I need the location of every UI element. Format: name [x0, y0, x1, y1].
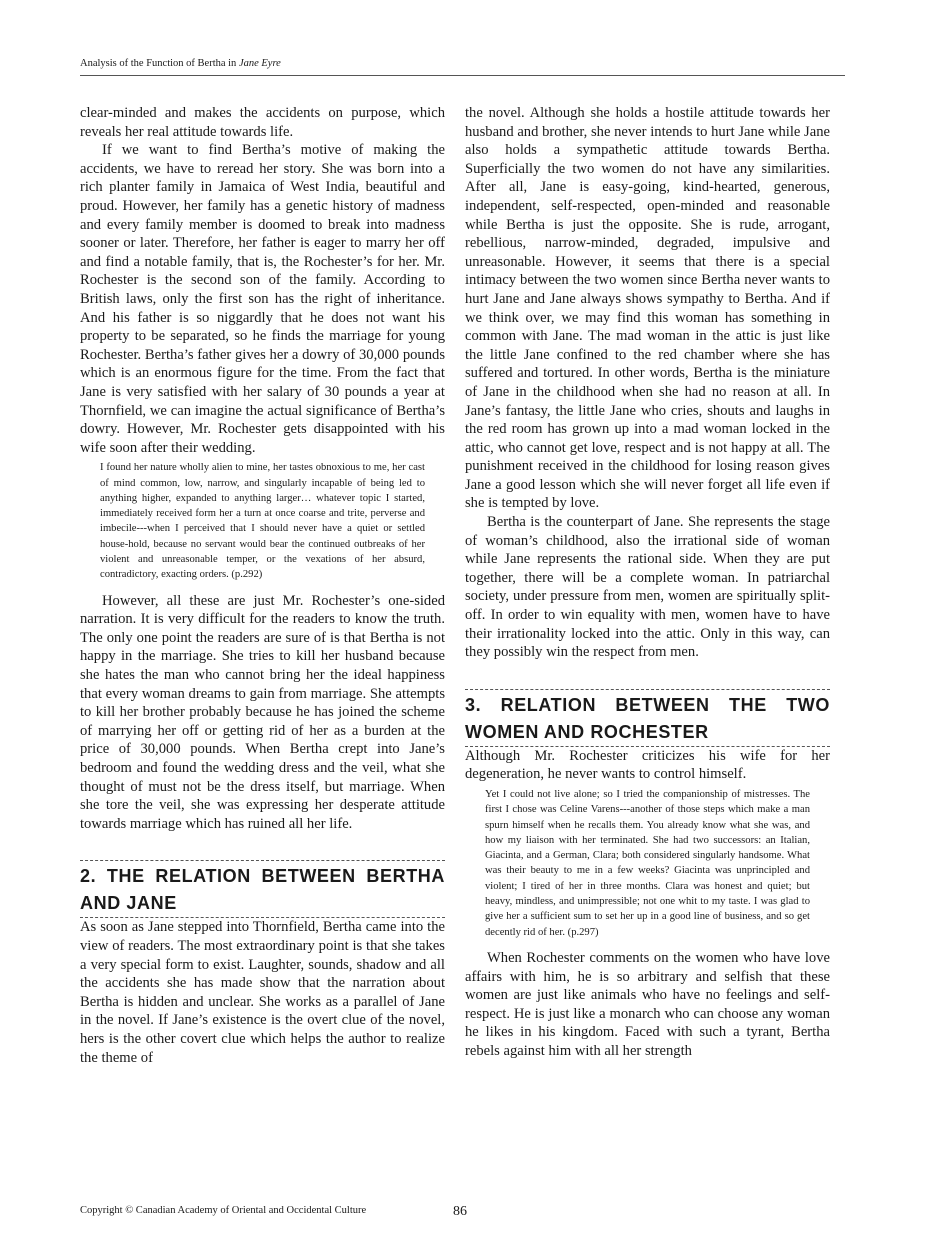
left-column [80, 104, 445, 1067]
block-quote: Yet I could not live alone; so I tried the companionship of mistresses. The first I chose was Celine Varens---another of those steps which make a man spurn himself when he recalls them. You already know what she was, and how my liaison with her terminated. She had two successors: an Italian, Giacinta, and a German, Clara; both considered singularly handsome. What was their beauty to me in a few weeks? Giacinta was unprincipled and violent; I tired of her in three months. Clara was honest and quiet; but heavy, mindless, and unimpressible; not one whit to my taste. I was glad to give her a sufficient sum to set her up in a good line of business, and so get decently rid of her. (p.297) [485, 789, 810, 938]
page-number: 86 [453, 1204, 467, 1219]
section-gap [80, 833, 445, 860]
footer-copyright: Copyright © Canadian Academy of Oriental and Occidental Culture [80, 1205, 367, 1216]
paragraph: However, all these are just Mr. Rochester’s one-sided narration. It is very difficult for the readers to know the truth. The only one point the readers are sure of is that Bertha is not happy in the marriage. She tries to kill her husband because she hates the man who cannot bring her the ideal happiness that every woman dreams to gain from marriage. She attempts to kill her brother probably because he has joined the scheme of marrying her off or getting rid of her as a burden at the price of 30,000 pounds. When Bertha crept into Jane’s bedroom and found the wedding dress and the veil, what she thought of must not be the dress itself, but marriage. When she tore the veil, she was expressing her desperate attitude towards marriage which has ruined all her life. [80, 592, 445, 832]
section-gap [465, 662, 830, 689]
right-column [465, 104, 830, 1061]
section-heading: 3. RELATION BETWEEN THE TWO WOMEN AND ROCHESTER [465, 689, 830, 747]
paragraph: Bertha is the counterpart of Jane. She represents the stage of woman’s childhood, also the irrational side of woman while Jane represents the rational side. When they are put together, there will be a complete woman. In patriarchal society, under pressure from men, women are spiritually split-off. In order to win equality with men, women have to have their irrationality locked into the attic. Only in this way, can they possibly win the respect from men. [465, 514, 830, 661]
paragraph: As soon as Jane stepped into Thornfield, Bertha came into the view of readers. The most extraordinary point is that she takes a very special form to exist. Laughter, sounds, shadow and all the accidents she has made show that the narration about Bertha is hidden and unclear. She works as a parallel of Jane in the novel. If Jane’s existence is the overt clue of the novel, hers is the other covert clue which helps the author to realize the theme of [80, 919, 445, 1066]
block-quote: I found her nature wholly alien to mine, her tastes obnoxious to me, her cast of mind common, low, narrow, and singularly incapable of being led to anything higher, expanded to anything larger… whatever topic I started, immediately received form her a turn at once coarse and trite, perverse and imbecile---when I perceived that I should never have a quiet or settled house-hold, because no servant would bear the continued outbreaks of her violent and unreasonable temper, or the vexations of her absurd, contradictory, exacting orders. (p.292) [100, 462, 425, 581]
paragraph: clear-minded and makes the accidents on purpose, which reveals her real attitude towards life. [80, 105, 445, 140]
running-head-title: Jane Eyre [238, 58, 281, 69]
running-head-text: Analysis of the Function of Bertha in [80, 58, 239, 69]
section-heading: 2. THE RELATION BETWEEN BERTHA AND JANE [80, 860, 445, 918]
running-head [80, 58, 845, 69]
paragraph: When Rochester comments on the women who have love affairs with him, he is so arbitrary and selfish that these women are just like animals who have no feelings and self-respect. He is just like a monarch who can choose any woman he likes in his kingdom. Faced with such a tyrant, Bertha rebels against him with all her strength [465, 949, 830, 1059]
running-head-rule [80, 75, 845, 76]
paragraph: If we want to find Bertha’s motive of making the accidents, we have to reread her story. She was born into a rich planter family in Jamaica of West India, beautiful and proud. However, her family has a genetic history of madness and every family member is doomed to break into madness sooner or later. Therefore, her father is eager to marry her off and find a notable family, that is, the Rochester’s for her. Mr. Rochester is the second son of the family. According to British laws, only the first son has the right of inheritance. And his father is so niggardly that he does not want his property to be separated, so he finds the marriage for young Rochester. Bertha’s father gives her a dowry of 30,000 pounds which is an enormous figure for the time. From the fact that Jane is very satisfied with her salary of 30 pounds a year at Thornfield, we can imagine the actual significance of Bertha’s dowry. However, Mr. Rochester gets disappointed with his wife soon after their wedding. [80, 142, 445, 456]
paragraph: Although Mr. Rochester criticizes his wife for her degeneration, he never wants to control himself. [465, 747, 830, 783]
paragraph: the novel. Although she holds a hostile attitude towards her husband and brother, she never intends to hurt Jane while Jane also holds a sympathetic attitude towards Bertha. Superficially the two women do not have any similarities. After all, Jane is easy-going, kind-hearted, generous, independent, self-respected, open-minded and reasonable while Bertha is just the opposite. She is rude, arrogant, rebellious, narrow-minded, degraded, impulsive and unreasonable. However, it seems that there is a special intimacy between the two women since Bertha never wants to hurt Jane and Jane always shows sympathy to Bertha. And if we think over, we may find this woman has something in common with Jane. The mad woman in the attic is just like the little Jane confined to the red chamber where she has suffered and tortured. In other words, Bertha is the miniature of Jane in the childhood when she had no reason at all. In Jane’s fantasy, the little Jane who cries, shouts and laughs in the red room has grown up into a mad woman locked in the attic, who cannot get love, respect and is not happy at all. The punishment received in the childhood for losing reason gives Jane a good lesson which she will never forget all life even if she is tempted by love. [465, 105, 830, 512]
